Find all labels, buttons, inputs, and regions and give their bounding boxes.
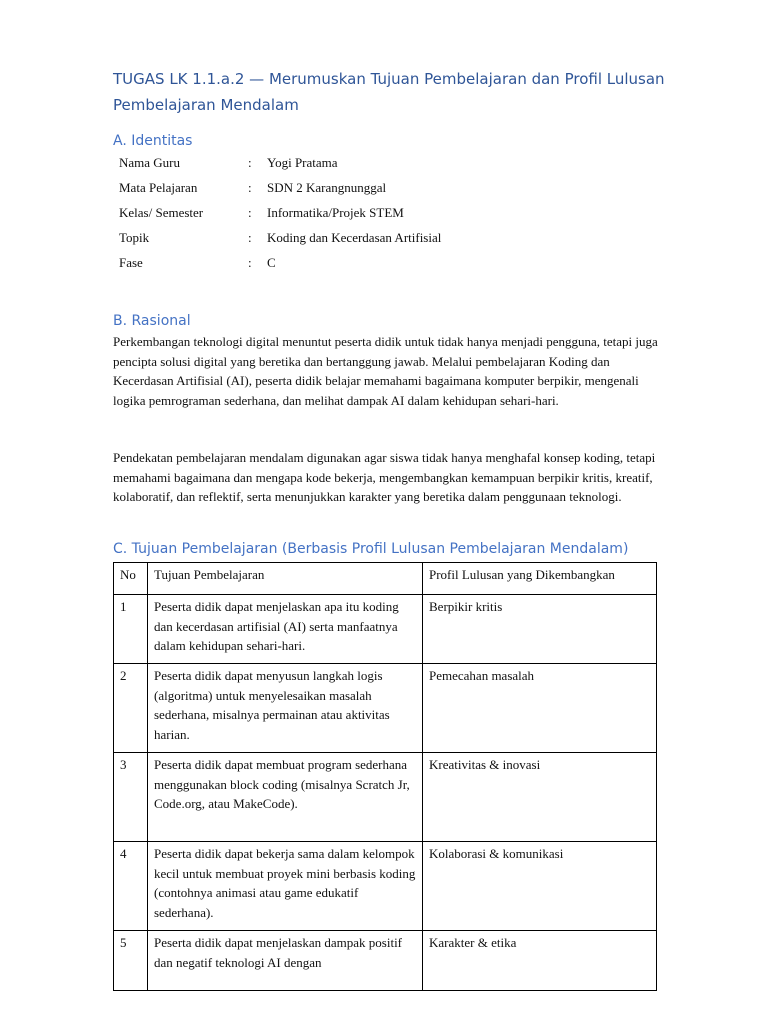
cell-no: 5	[114, 931, 148, 991]
column-header-no: No	[114, 563, 148, 595]
identity-value: C	[267, 255, 276, 270]
identity-value: Yogi Pratama	[267, 155, 338, 170]
table-row	[114, 753, 657, 842]
table-row	[114, 931, 657, 991]
section-a-heading: A. Identitas	[113, 133, 193, 149]
learning-goals-table	[113, 562, 657, 991]
identity-value: Koding dan Kecerdasan Artifisial	[267, 230, 442, 245]
column-header-profil: Profil Lulusan yang Dikembangkan	[423, 563, 657, 595]
table-row	[114, 595, 657, 664]
identity-separator: :	[248, 255, 252, 270]
section-b-heading: B. Rasional	[113, 313, 191, 329]
table-header-row	[114, 563, 657, 595]
identity-row	[119, 250, 619, 275]
cell-tujuan: Peserta didik dapat membuat program sederhana menggunakan block coding (misalnya Scratch Jr, Code.org, atau MakeCode).	[148, 753, 423, 842]
cell-profil: Kolaborasi & komunikasi	[423, 842, 657, 931]
identity-label: Mata Pelajaran	[119, 180, 198, 195]
section-c-heading: C. Tujuan Pembelajaran (Berbasis Profil Lulusan Pembelajaran Mendalam)	[113, 541, 629, 557]
identity-label: Nama Guru	[119, 155, 181, 170]
identity-value: SDN 2 Karangnunggal	[267, 180, 387, 195]
column-header-tujuan: Tujuan Pembelajaran	[148, 563, 423, 595]
identity-separator: :	[248, 230, 252, 245]
cell-profil: Pemecahan masalah	[423, 664, 657, 753]
identity-separator: :	[248, 155, 252, 170]
identity-row	[119, 225, 619, 250]
cell-tujuan: Peserta didik dapat menjelaskan dampak positif dan negatif teknologi AI dengan	[148, 931, 423, 991]
cell-no: 3	[114, 753, 148, 842]
identity-separator: :	[248, 205, 252, 220]
cell-profil: Karakter & etika	[423, 931, 657, 991]
cell-profil: Berpikir kritis	[423, 595, 657, 664]
identity-label: Topik	[119, 230, 150, 245]
document-title: TUGAS LK 1.1.a.2 — Merumuskan Tujuan Pembelajaran dan Profil Lulusan Pembelajaran Mendalam	[113, 70, 665, 114]
cell-no: 1	[114, 595, 148, 664]
cell-no: 4	[114, 842, 148, 931]
identity-row	[119, 175, 619, 200]
rationale-paragraph: Pendekatan pembelajaran mendalam digunakan agar siswa tidak hanya menghafal konsep koding, tetapi memahami bagaimana dan mengapa kode bekerja, mengembangkan kemampuan berpikir kritis, kreatif, kolaboratif, dan reflektif, serta menunjukkan karakter yang beretika dalam penggunaan teknologi.	[113, 450, 656, 504]
identity-row	[119, 150, 619, 175]
identity-label: Kelas/ Semester	[119, 205, 204, 220]
cell-tujuan: Peserta didik dapat bekerja sama dalam kelompok kecil untuk membuat proyek mini berbasis koding (contohnya animasi atau game edukatif sederhana).	[148, 842, 423, 931]
table-row	[114, 842, 657, 931]
table-row	[114, 664, 657, 753]
cell-tujuan: Peserta didik dapat menjelaskan apa itu koding dan kecerdasan artifisial (AI) serta manfaatnya dalam kehidupan sehari-hari.	[148, 595, 423, 664]
cell-no: 2	[114, 664, 148, 753]
identity-separator: :	[248, 180, 252, 195]
identity-value: Informatika/Projek STEM	[267, 205, 404, 220]
rationale-paragraph: Perkembangan teknologi digital menuntut peserta didik untuk tidak hanya menjadi pengguna, tetapi juga pencipta solusi digital yang beretika dan bertanggung jawab. Melalui pembelajaran Koding dan Kecerdasan Artifisial (AI), peserta didik belajar memahami bagaimana komputer berpikir, mengenali logika pemrograman sederhana, dan melihat dampak AI dalam kehidupan sehari-hari.	[113, 334, 658, 408]
identity-list	[119, 150, 619, 275]
cell-tujuan: Peserta didik dapat menyusun langkah logis (algoritma) untuk menyelesaikan masalah sederhana, misalnya permainan atau aktivitas harian.	[148, 664, 423, 753]
identity-label: Fase	[119, 255, 143, 270]
identity-row	[119, 200, 619, 225]
cell-profil: Kreativitas & inovasi	[423, 753, 657, 842]
